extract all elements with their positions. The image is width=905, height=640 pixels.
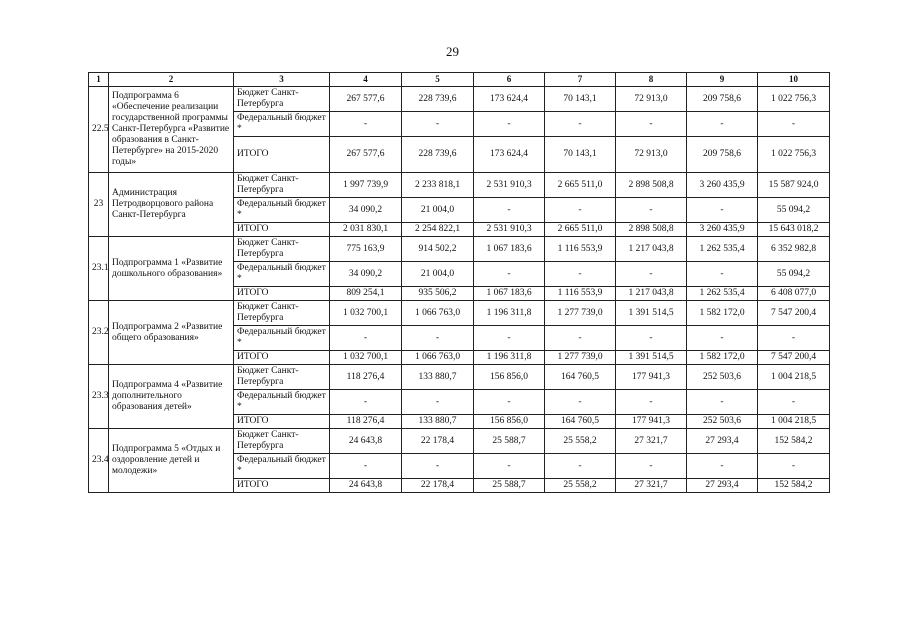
amount-cell: 1 277 739,0 (545, 351, 616, 365)
amount-cell: 2 665 511,0 (545, 173, 616, 198)
amount-cell: 6 408 077,0 (758, 287, 830, 301)
program-name: Подпрограмма 2 «Развитие общего образования» (109, 301, 234, 365)
amount-cell: - (474, 262, 545, 287)
amount-cell: 267 577,6 (330, 137, 402, 173)
funding-source: Бюджет Санкт-Петербурга (234, 237, 330, 262)
amount-cell: 1 217 043,8 (616, 287, 687, 301)
budget-table (88, 72, 830, 493)
amount-cell: 156 856,0 (474, 365, 545, 390)
amount-cell: - (758, 326, 830, 351)
amount-cell: 22 178,4 (402, 479, 474, 493)
amount-cell: - (687, 262, 758, 287)
amount-cell: 1 277 739,0 (545, 301, 616, 326)
amount-cell: 2 898 508,8 (616, 173, 687, 198)
funding-source: Федеральный бюджет * (234, 454, 330, 479)
amount-cell: - (687, 454, 758, 479)
amount-cell: 1 004 218,5 (758, 415, 830, 429)
amount-cell: 27 321,7 (616, 479, 687, 493)
amount-cell: 2 031 830,1 (330, 223, 402, 237)
funding-source: ИТОГО (234, 351, 330, 365)
amount-cell: - (616, 198, 687, 223)
amount-cell: - (402, 454, 474, 479)
amount-cell: - (330, 326, 402, 351)
row-number: 22.5 (89, 87, 109, 173)
funding-source: ИТОГО (234, 415, 330, 429)
funding-source: ИТОГО (234, 479, 330, 493)
row-number: 23.3 (89, 365, 109, 429)
amount-cell: - (687, 326, 758, 351)
amount-cell: - (545, 262, 616, 287)
funding-source: Федеральный бюджет * (234, 390, 330, 415)
amount-cell: 152 584,2 (758, 479, 830, 493)
table-row (89, 237, 830, 262)
funding-source: ИТОГО (234, 287, 330, 301)
amount-cell: 775 163,9 (330, 237, 402, 262)
row-number: 23.2 (89, 301, 109, 365)
program-name: Подпрограмма 6 «Обеспечение реализации государственной программы Санкт-Петербурга «Развитие образования в Санкт-Петербурге» на 2015-2020 годы» (109, 87, 234, 173)
amount-cell: 15 587 924,0 (758, 173, 830, 198)
funding-source: Федеральный бюджет * (234, 326, 330, 351)
amount-cell: 156 856,0 (474, 415, 545, 429)
amount-cell: 1 066 763,0 (402, 301, 474, 326)
amount-cell: 1 116 553,9 (545, 287, 616, 301)
amount-cell: - (474, 390, 545, 415)
amount-cell: 1 262 535,4 (687, 237, 758, 262)
amount-cell: 2 531 910,3 (474, 173, 545, 198)
funding-source: Федеральный бюджет * (234, 198, 330, 223)
funding-source: ИТОГО (234, 223, 330, 237)
amount-cell: 2 233 818,1 (402, 173, 474, 198)
amount-cell: 1 032 700,1 (330, 351, 402, 365)
amount-cell: - (474, 454, 545, 479)
amount-cell: - (616, 326, 687, 351)
column-header: 9 (687, 73, 758, 87)
amount-cell: 152 584,2 (758, 429, 830, 454)
amount-cell: 1 391 514,5 (616, 351, 687, 365)
funding-source: Бюджет Санкт-Петербурга (234, 365, 330, 390)
amount-cell: 27 321,7 (616, 429, 687, 454)
amount-cell: 72 913,0 (616, 87, 687, 112)
amount-cell: - (330, 454, 402, 479)
amount-cell: - (402, 326, 474, 351)
column-header: 8 (616, 73, 687, 87)
amount-cell: 55 094,2 (758, 198, 830, 223)
amount-cell: 1 391 514,5 (616, 301, 687, 326)
amount-cell: - (402, 390, 474, 415)
funding-source: Бюджет Санкт-Петербурга (234, 301, 330, 326)
column-header: 6 (474, 73, 545, 87)
table-row (89, 365, 830, 390)
column-header: 5 (402, 73, 474, 87)
column-header: 1 (89, 73, 109, 87)
amount-cell: 2 665 511,0 (545, 223, 616, 237)
amount-cell: 34 090,2 (330, 262, 402, 287)
amount-cell: - (616, 262, 687, 287)
amount-cell: 267 577,6 (330, 87, 402, 112)
funding-source: Федеральный бюджет * (234, 262, 330, 287)
amount-cell: 1 582 172,0 (687, 351, 758, 365)
amount-cell: 3 260 435,9 (687, 173, 758, 198)
amount-cell: 1 066 763,0 (402, 351, 474, 365)
amount-cell: 1 032 700,1 (330, 301, 402, 326)
amount-cell: 252 503,6 (687, 415, 758, 429)
amount-cell: 177 941,3 (616, 365, 687, 390)
funding-source: Бюджет Санкт-Петербурга (234, 429, 330, 454)
funding-source: Бюджет Санкт-Петербурга (234, 87, 330, 112)
amount-cell: 1 262 535,4 (687, 287, 758, 301)
page-number: 29 (446, 44, 459, 59)
amount-cell: 177 941,3 (616, 415, 687, 429)
program-name: Администрация Петродворцового района Санкт-Петербурга (109, 173, 234, 237)
amount-cell: 24 643,8 (330, 429, 402, 454)
table-row (89, 87, 830, 112)
amount-cell: 914 502,2 (402, 237, 474, 262)
table-row (89, 173, 830, 198)
row-number: 23.4 (89, 429, 109, 493)
program-name: Подпрограмма 4 «Развитие дополнительного образования детей» (109, 365, 234, 429)
amount-cell: - (758, 112, 830, 137)
column-header: 3 (234, 73, 330, 87)
amount-cell: 252 503,6 (687, 365, 758, 390)
amount-cell: 209 758,6 (687, 87, 758, 112)
amount-cell: 118 276,4 (330, 415, 402, 429)
amount-cell: 809 254,1 (330, 287, 402, 301)
amount-cell: - (758, 454, 830, 479)
amount-cell: - (616, 390, 687, 415)
funding-source: ИТОГО (234, 137, 330, 173)
amount-cell: - (545, 454, 616, 479)
amount-cell: 24 643,8 (330, 479, 402, 493)
amount-cell: 27 293,4 (687, 429, 758, 454)
amount-cell: 72 913,0 (616, 137, 687, 173)
amount-cell: 2 254 822,1 (402, 223, 474, 237)
amount-cell: 25 558,2 (545, 429, 616, 454)
column-header: 2 (109, 73, 234, 87)
amount-cell: 1 004 218,5 (758, 365, 830, 390)
amount-cell: 173 624,4 (474, 137, 545, 173)
amount-cell: 1 022 756,3 (758, 87, 830, 112)
amount-cell: 173 624,4 (474, 87, 545, 112)
amount-cell: - (330, 112, 402, 137)
amount-cell: 164 760,5 (545, 415, 616, 429)
amount-cell: - (474, 112, 545, 137)
amount-cell: - (545, 112, 616, 137)
amount-cell: - (616, 454, 687, 479)
amount-cell: - (545, 390, 616, 415)
amount-cell: - (474, 198, 545, 223)
amount-cell: 7 547 200,4 (758, 301, 830, 326)
amount-cell: - (758, 390, 830, 415)
amount-cell: 133 880,7 (402, 365, 474, 390)
amount-cell: 21 004,0 (402, 262, 474, 287)
amount-cell: 70 143,1 (545, 137, 616, 173)
amount-cell: 935 506,2 (402, 287, 474, 301)
amount-cell: 2 531 910,3 (474, 223, 545, 237)
amount-cell: - (545, 326, 616, 351)
amount-cell: 2 898 508,8 (616, 223, 687, 237)
amount-cell: 15 643 018,2 (758, 223, 830, 237)
funding-source: Федеральный бюджет * (234, 112, 330, 137)
table-row (89, 301, 830, 326)
column-header: 4 (330, 73, 402, 87)
header-row (89, 73, 830, 87)
table-body (89, 87, 830, 493)
amount-cell: 70 143,1 (545, 87, 616, 112)
amount-cell: 1 196 311,8 (474, 351, 545, 365)
amount-cell: 1 217 043,8 (616, 237, 687, 262)
amount-cell: - (687, 112, 758, 137)
column-header: 10 (758, 73, 830, 87)
amount-cell: 22 178,4 (402, 429, 474, 454)
amount-cell: 27 293,4 (687, 479, 758, 493)
amount-cell: 34 090,2 (330, 198, 402, 223)
row-number: 23.1 (89, 237, 109, 301)
amount-cell: - (545, 198, 616, 223)
amount-cell: 25 558,2 (545, 479, 616, 493)
column-header: 7 (545, 73, 616, 87)
amount-cell: 3 260 435,9 (687, 223, 758, 237)
amount-cell: 25 588,7 (474, 429, 545, 454)
amount-cell: 1 997 739,9 (330, 173, 402, 198)
amount-cell: 6 352 982,8 (758, 237, 830, 262)
amount-cell: 1 022 756,3 (758, 137, 830, 173)
amount-cell: 133 880,7 (402, 415, 474, 429)
amount-cell: 209 758,6 (687, 137, 758, 173)
amount-cell: 1 196 311,8 (474, 301, 545, 326)
amount-cell: 164 760,5 (545, 365, 616, 390)
amount-cell: - (616, 112, 687, 137)
amount-cell: - (402, 112, 474, 137)
funding-source: Бюджет Санкт-Петербурга (234, 173, 330, 198)
program-name: Подпрограмма 1 «Развитие дошкольного образования» (109, 237, 234, 301)
row-number: 23 (89, 173, 109, 237)
amount-cell: - (687, 390, 758, 415)
amount-cell: 1 582 172,0 (687, 301, 758, 326)
amount-cell: 7 547 200,4 (758, 351, 830, 365)
amount-cell: 228 739,6 (402, 87, 474, 112)
amount-cell: 228 739,6 (402, 137, 474, 173)
amount-cell: 1 067 183,6 (474, 237, 545, 262)
amount-cell: - (474, 326, 545, 351)
amount-cell: 1 116 553,9 (545, 237, 616, 262)
amount-cell: 118 276,4 (330, 365, 402, 390)
amount-cell: 1 067 183,6 (474, 287, 545, 301)
amount-cell: 21 004,0 (402, 198, 474, 223)
table-row (89, 429, 830, 454)
amount-cell: - (330, 390, 402, 415)
amount-cell: - (687, 198, 758, 223)
amount-cell: 25 588,7 (474, 479, 545, 493)
program-name: Подпрограмма 5 «Отдых и оздоровление детей и молодежи» (109, 429, 234, 493)
amount-cell: 55 094,2 (758, 262, 830, 287)
